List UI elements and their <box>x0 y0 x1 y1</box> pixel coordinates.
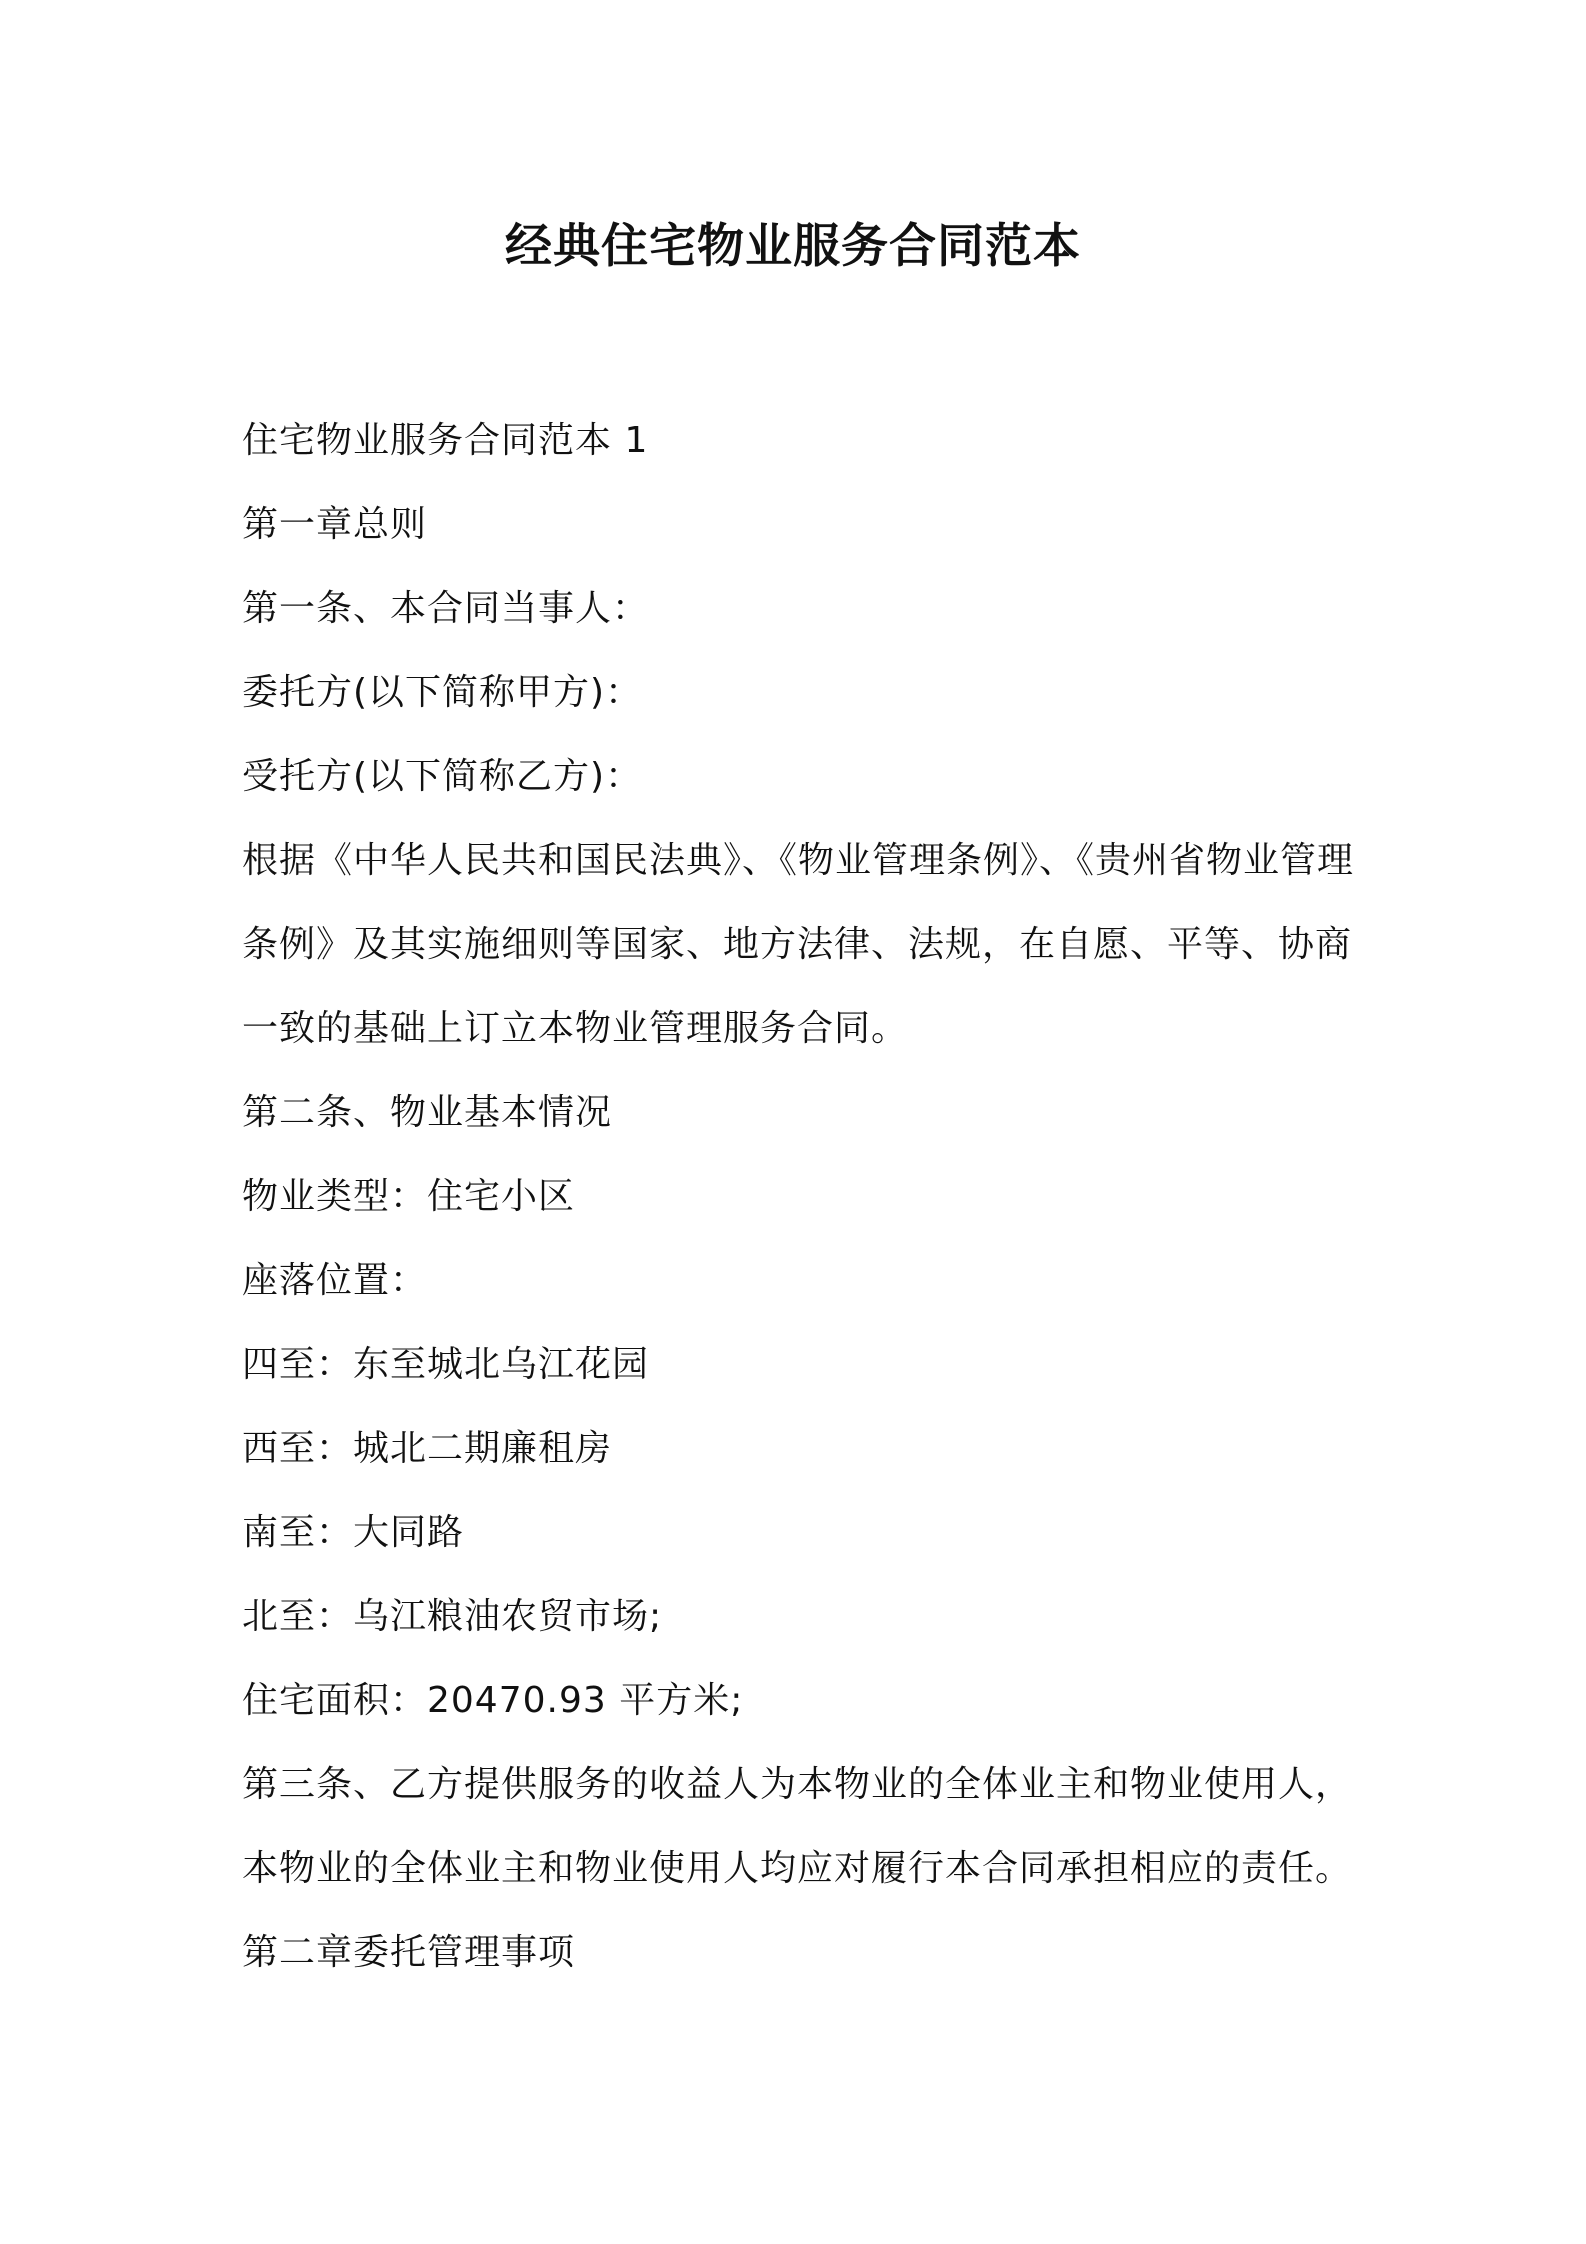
paragraph-line: 本物业的全体业主和物业使用人均应对履行本合同承担相应的责任。 <box>242 1848 1353 1889</box>
paragraph-line: 第三条、乙方提供服务的收益人为本物业的全体业主和物业使用人， <box>242 1764 1353 1805</box>
article-line: 第一条、本合同当事人： <box>242 588 650 629</box>
document-body <box>242 399 1367 1995</box>
section-heading: 住宅物业服务合同范本 1 <box>242 420 649 461</box>
chapter-heading: 第二章委托管理事项 <box>242 1932 576 1973</box>
document-title: 经典住宅物业服务合同范本 <box>505 219 1081 274</box>
paragraph-line: 条例》及其实施细则等国家、地方法律、法规，在自愿、平等、协商 <box>242 924 1353 965</box>
chapter-heading: 第一章总则 <box>242 504 428 545</box>
paragraph-line: 一致的基础上订立本物业管理服务合同。 <box>242 1008 909 1049</box>
property-type-line: 物业类型：住宅小区 <box>242 1176 576 1217</box>
boundary-line: 西至：城北二期廉租房 <box>242 1428 613 1469</box>
party-a-line: 委托方(以下简称甲方)： <box>242 672 643 713</box>
article-line: 第二条、物业基本情况 <box>242 1092 613 1133</box>
area-line: 住宅面积：20470.93 平方米; <box>242 1680 744 1721</box>
boundary-line: 北至：乌江粮油农贸市场; <box>242 1596 663 1637</box>
location-line: 座落位置： <box>242 1260 428 1301</box>
boundary-line: 四至：东至城北乌江花园 <box>242 1344 650 1385</box>
paragraph-line: 根据《中华人民共和国民法典》、《物业管理条例》、《贵州省物业管理 <box>242 840 1355 881</box>
boundary-line: 南至：大同路 <box>242 1512 465 1553</box>
party-b-line: 受托方(以下简称乙方)： <box>242 756 643 797</box>
